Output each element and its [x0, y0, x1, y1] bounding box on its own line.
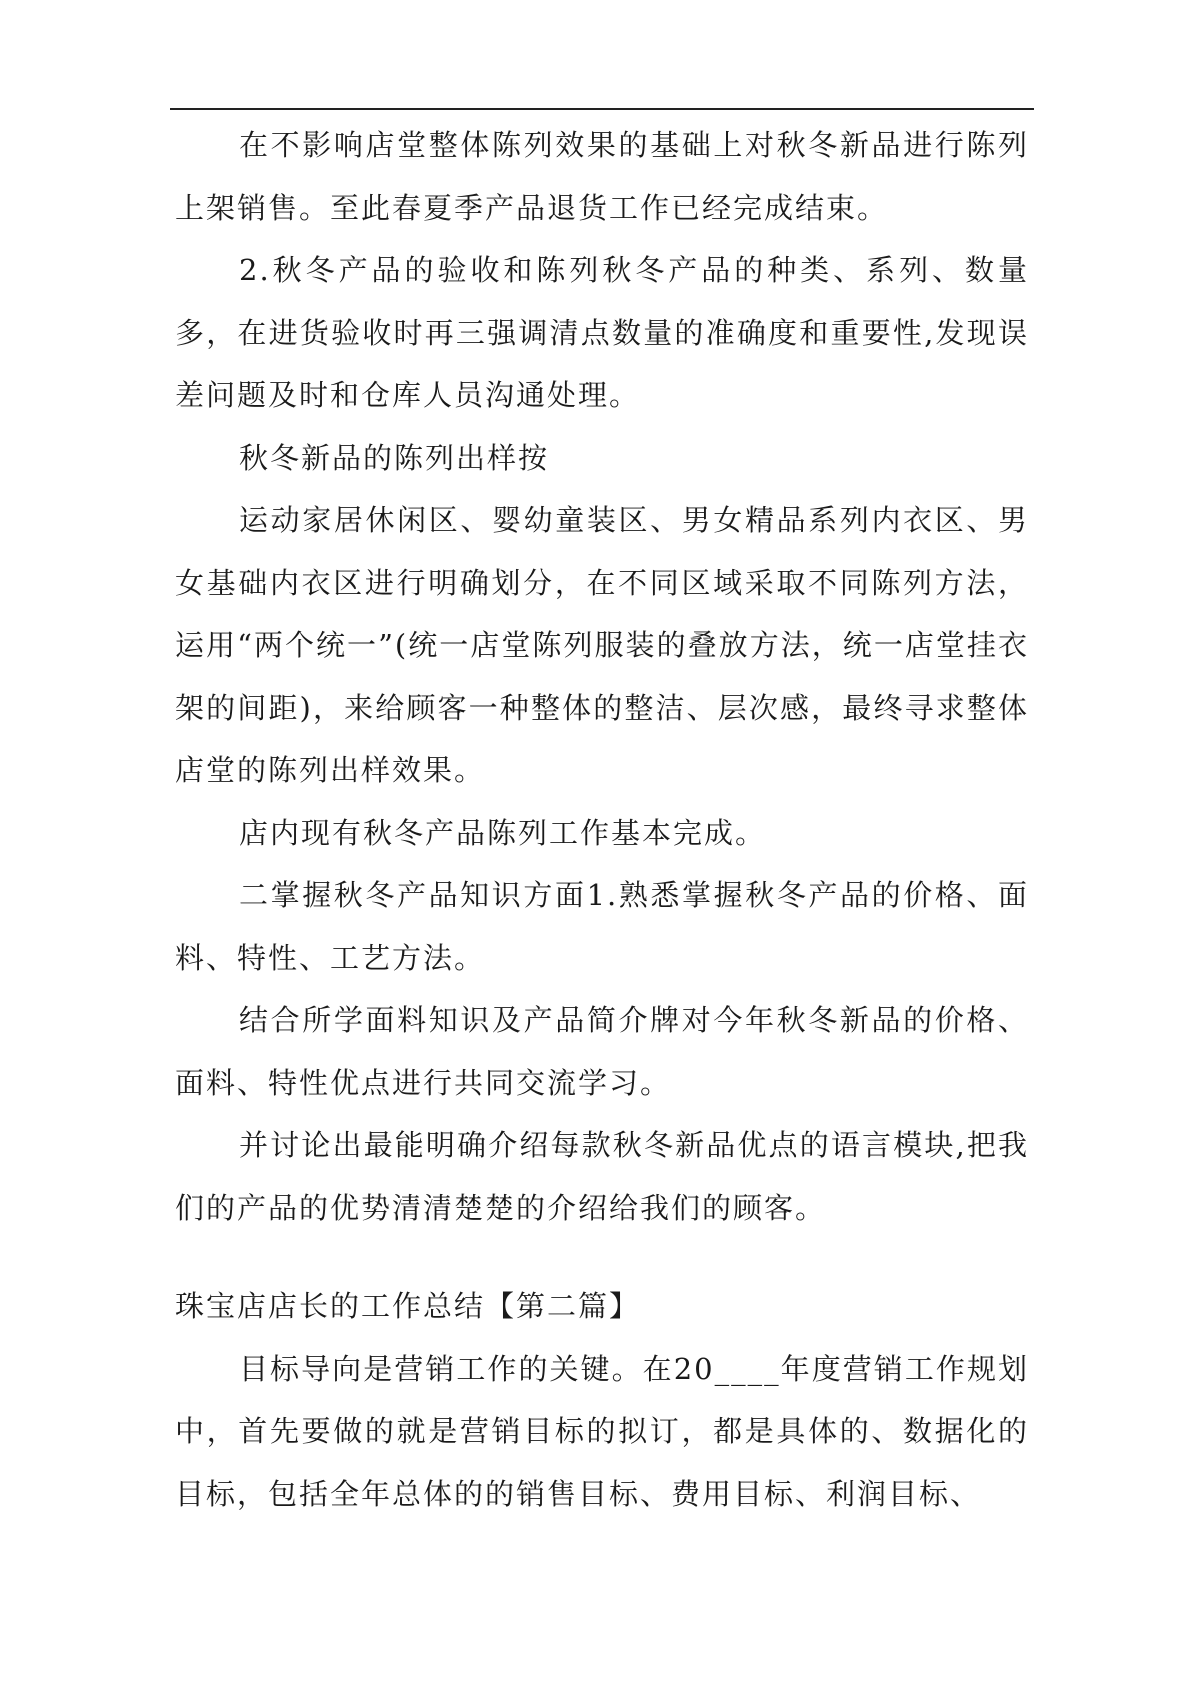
- paragraph: 在不影响店堂整体陈列效果的基础上对秋冬新品进行陈列上架销售。至此春夏季产品退货工作已经完成结束。: [175, 128, 1029, 225]
- header-rule: [170, 108, 1034, 110]
- paragraph: 运动家居休闲区、婴幼童装区、男女精品系列内衣区、男女基础内衣区进行明确划分，在不同区域采取不同陈列方法，运用“两个统一”(统一店堂陈列服装的叠放方法，统一店堂挂衣架的间距)，来给顾客一种整体的整洁、层次感，最终寻求整体店堂的陈列出样效果。: [175, 503, 1029, 787]
- paragraph: 2.秋冬产品的验收和陈列秋冬产品的种类、系列、数量多，在进货验收时再三强调清点数量的准确度和重要性,发现误差问题及时和仓库人员沟通处理。: [175, 253, 1029, 412]
- paragraph: 店内现有秋冬产品陈列工作基本完成。: [239, 815, 767, 850]
- section-heading: 珠宝店店长的工作总结【第二篇】: [175, 1289, 641, 1323]
- paragraph: 结合所学面料知识及产品简介牌对今年秋冬新品的价格、面料、特性优点进行共同交流学习。: [175, 1003, 1029, 1100]
- document-body: [175, 114, 1029, 1525]
- paragraph: 秋冬新品的陈列出样按: [239, 440, 550, 475]
- paragraph: 并讨论出最能明确介绍每款秋冬新品优点的语言模块,把我们的产品的优势清清楚楚的介绍给我们的顾客。: [175, 1128, 1029, 1225]
- paragraph: 目标导向是营销工作的关键。在20____年度营销工作规划中，首先要做的就是营销目标的拟订，都是具体的、数据化的目标，包括全年总体的的销售目标、费用目标、利润目标、: [175, 1351, 1029, 1511]
- paragraph: 二掌握秋冬产品知识方面1.熟悉掌握秋冬产品的价格、面料、特性、工艺方法。: [175, 878, 1029, 975]
